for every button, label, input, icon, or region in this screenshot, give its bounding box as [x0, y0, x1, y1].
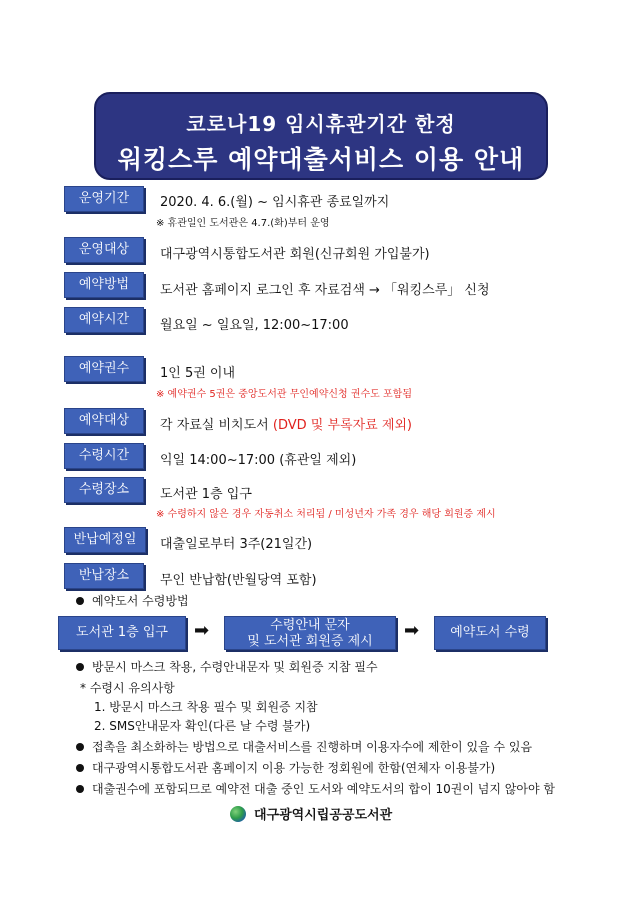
flow-heading: [76, 592, 189, 609]
bullet-dot-icon: [76, 743, 84, 751]
flow-heading-text: 예약도서 수령방법: [92, 594, 189, 608]
flow-step-show-card: [224, 616, 396, 650]
title-line-1: 코로나19 임시휴관기간 한정: [186, 112, 456, 136]
footer-org-name: 대구광역시립공공도서관: [254, 808, 393, 823]
footer-org: [230, 804, 392, 824]
note-bullet-member: [76, 759, 495, 776]
label-operating-period: 운영기간: [64, 186, 144, 212]
value-reserve-time: 월요일 ~ 일요일, 12:00~17:00: [160, 318, 349, 333]
note-reserve-count: ※ 예약권수 5권은 중앙도서관 무인예약신청 권수도 포함됨: [156, 389, 412, 400]
title-line-2: 워킹스루 예약대출서비스 이용 안내: [117, 145, 525, 174]
right-arrow-icon: ➡: [404, 620, 420, 641]
value-reserve-count: 1인 5권 이내: [160, 366, 236, 381]
note-operating-period: ※ 휴관일인 도서관은 4.7.(화)부터 운영: [156, 218, 330, 229]
caution-item-1: 1. 방문시 마스크 착용 필수 및 회원증 지참: [94, 700, 318, 714]
label-reserve-method: 예약방법: [64, 272, 144, 298]
globe-logo-icon: [230, 806, 246, 822]
note-bullet-mask: [76, 658, 378, 675]
right-arrow-icon: ➡: [194, 620, 210, 641]
value-reserve-target-text: 각 자료실 비치도서: [160, 418, 273, 433]
note-bullet-limit: [76, 780, 555, 797]
label-reserve-target: 예약대상: [64, 408, 144, 434]
value-return-date: 대출일로부터 3주(21일간): [160, 537, 313, 552]
label-pickup-time: 수령시간: [64, 443, 144, 469]
flow-step-receive: 예약도서 수령: [434, 616, 546, 650]
label-reserve-count: 예약권수: [64, 356, 144, 382]
note-bullet-member-text: 대구광역시통합도서관 홈페이지 이용 가능한 정회원에 한함(연체자 이용불가): [92, 761, 496, 775]
bullet-dot-icon: [76, 785, 84, 793]
note-bullet-contact-text: 접촉을 최소화하는 방법으로 대출서비스를 진행하며 이용자수에 제한이 있을 수 있음: [92, 740, 533, 754]
bullet-dot-icon: [76, 663, 84, 671]
value-reserve-target-exclusion: (DVD 및 부록자료 제외): [272, 418, 413, 433]
label-reserve-time: 예약시간: [64, 307, 144, 333]
note-bullet-mask-text: 방문시 마스크 착용, 수령안내문자 및 회원증 지참 필수: [92, 660, 378, 674]
label-return-place: 반납장소: [64, 563, 144, 589]
value-operating-period: 2020. 4. 6.(월) ~ 임시휴관 종료일까지: [160, 195, 390, 210]
caution-item-2: 2. SMS안내문자 확인(다른 날 수령 불가): [94, 719, 311, 733]
note-bullet-limit-text: 대출권수에 포함되므로 예약전 대출 중인 도서와 예약도서의 합이 10권이 넘지 않아야 함: [92, 782, 555, 796]
label-return-date: 반납예정일: [64, 527, 146, 553]
note-bullet-contact: [76, 738, 532, 755]
flow-step-show-card-line1: 수령안내 문자: [270, 618, 350, 633]
value-pickup-time: 익일 14:00~17:00 (휴관일 제외): [160, 453, 357, 468]
label-pickup-place: 수령장소: [64, 477, 144, 503]
flow-step-show-card-line2: 및 도서관 회원증 제시: [247, 634, 373, 649]
value-reserve-target: [160, 414, 412, 433]
value-reserve-method: 도서관 홈페이지 로그인 후 자료검색 → 「워킹스루」 신청: [160, 283, 490, 298]
bullet-dot-icon: [76, 764, 84, 772]
note-pickup-place: ※ 수령하지 않은 경우 자동취소 처리됨 / 미성년자 가족 경우 해당 회원증 제시: [156, 509, 496, 520]
flow-step-entrance: 도서관 1층 입구: [58, 616, 186, 650]
label-target: 운영대상: [64, 237, 144, 263]
title-banner: [94, 92, 548, 180]
value-return-place: 무인 반납함(반월당역 포함): [160, 573, 317, 588]
bullet-dot-icon: [76, 597, 84, 605]
value-target: 대구광역시통합도서관 회원(신규회원 가입불가): [160, 247, 430, 262]
value-pickup-place: 도서관 1층 입구: [160, 487, 252, 502]
caution-heading: * 수령시 유의사항: [80, 681, 175, 695]
